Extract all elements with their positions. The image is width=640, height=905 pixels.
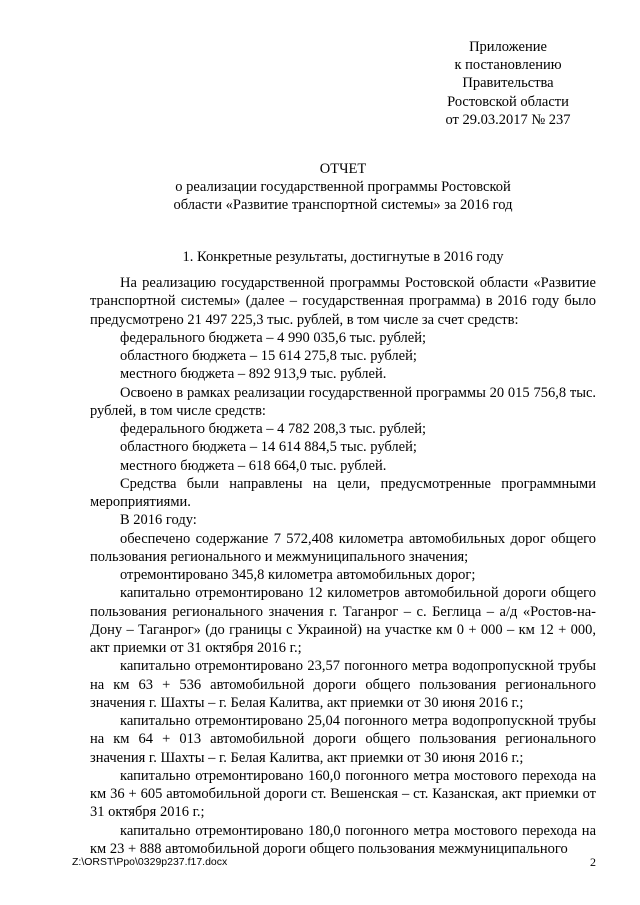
paragraph: капитально отремонтировано 160,0 погонного метра мостового перехода на км 36 + 605 автомобильной дороги ст. Вешенская – ст. Казанская, акт приемки от 31 октября 2016 г.; [90,767,596,821]
section-heading: 1. Конкретные результаты, достигнутые в 2016 году [182,249,504,265]
report-title [90,160,596,215]
paragraph: В 2016 году: [120,512,197,529]
report-body [90,274,596,858]
paragraph: капитально отремонтировано 25,04 погонного метра водопропускной трубы на км 64 + 013 автомобильной дороги общего пользования регионального значения г. Шахты – г. Белая Калитва, акт приемки от 30 июня 2016 г.; [90,713,596,766]
paragraph: капитально отремонтировано 180,0 погонного метра мостового перехода на км 23 + 888 автомобильной дороги общего пользования межмуниципального [90,822,596,857]
approval-line: Ростовской области [447,93,569,110]
page-number: 2 [590,855,596,869]
report-heading: ОТЧЕТ [319,161,367,177]
file-path-footer: Z:\ORST\Ppo\0329p237.f17.docx [72,856,228,868]
paragraph: Средства были направлены на цели, предусмотренные программными мероприятиями. [90,475,596,510]
approval-line: Правительства [462,75,554,92]
approval-line: к постановлению [454,57,562,74]
approval-block [420,38,596,129]
paragraph: местного бюджета – 618 664,0 тыс. рублей. [120,457,387,474]
report-subtitle-line: области «Развитие транспортной системы» за 2016 год [173,197,513,214]
paragraph: Освоено в рамках реализации государственной программы 20 015 756,8 тыс. рублей, в том числе средств: [90,384,596,419]
paragraph: федерального бюджета – 4 782 208,3 тыс. рублей; [120,421,427,437]
paragraph: На реализацию государственной программы Ростовской области «Развитие транспортной системы» (далее – государственная программа) в 2016 году было предусмотрено 21 497 225,3 тыс. рублей, в том числе за счет средств: [90,275,596,328]
paragraph: отремонтировано 345,8 километра автомобильных дорог; [120,567,476,583]
paragraph: обеспечено содержание 7 572,408 километра автомобильных дорог общего пользования регионального и межмуниципального значения; [90,530,596,565]
report-subtitle-line: о реализации государственной программы Ростовской [175,179,511,196]
approval-line: Приложение [469,39,547,55]
paragraph: областного бюджета – 14 614 884,5 тыс. рублей; [120,439,417,456]
paragraph: местного бюджета – 892 913,9 тыс. рублей. [120,366,387,383]
paragraph: капитально отремонтировано 23,57 погонного метра водопропускной трубы на км 63 + 536 автомобильной дороги общего пользования регионального значения г. Шахты – г. Белая Калитва, акт приемки от 30 июня 2016 г.; [90,658,596,711]
approval-line: от 29.03.2017 № 237 [445,111,571,128]
paragraph: федерального бюджета – 4 990 035,6 тыс. рублей; [120,329,427,346]
paragraph: капитально отремонтировано 12 километров автомобильной дороги общего пользования регионального значения г. Таганрог – с. Беглица – а/д «Ростов-на-Дону – Таганрог» (до границы с Украиной) на участке км 0 + 000 – км 12 + 000, акт приемки от 31 октября 2016 г.; [90,585,596,656]
paragraph: областного бюджета – 15 614 275,8 тыс. рублей; [120,348,417,364]
